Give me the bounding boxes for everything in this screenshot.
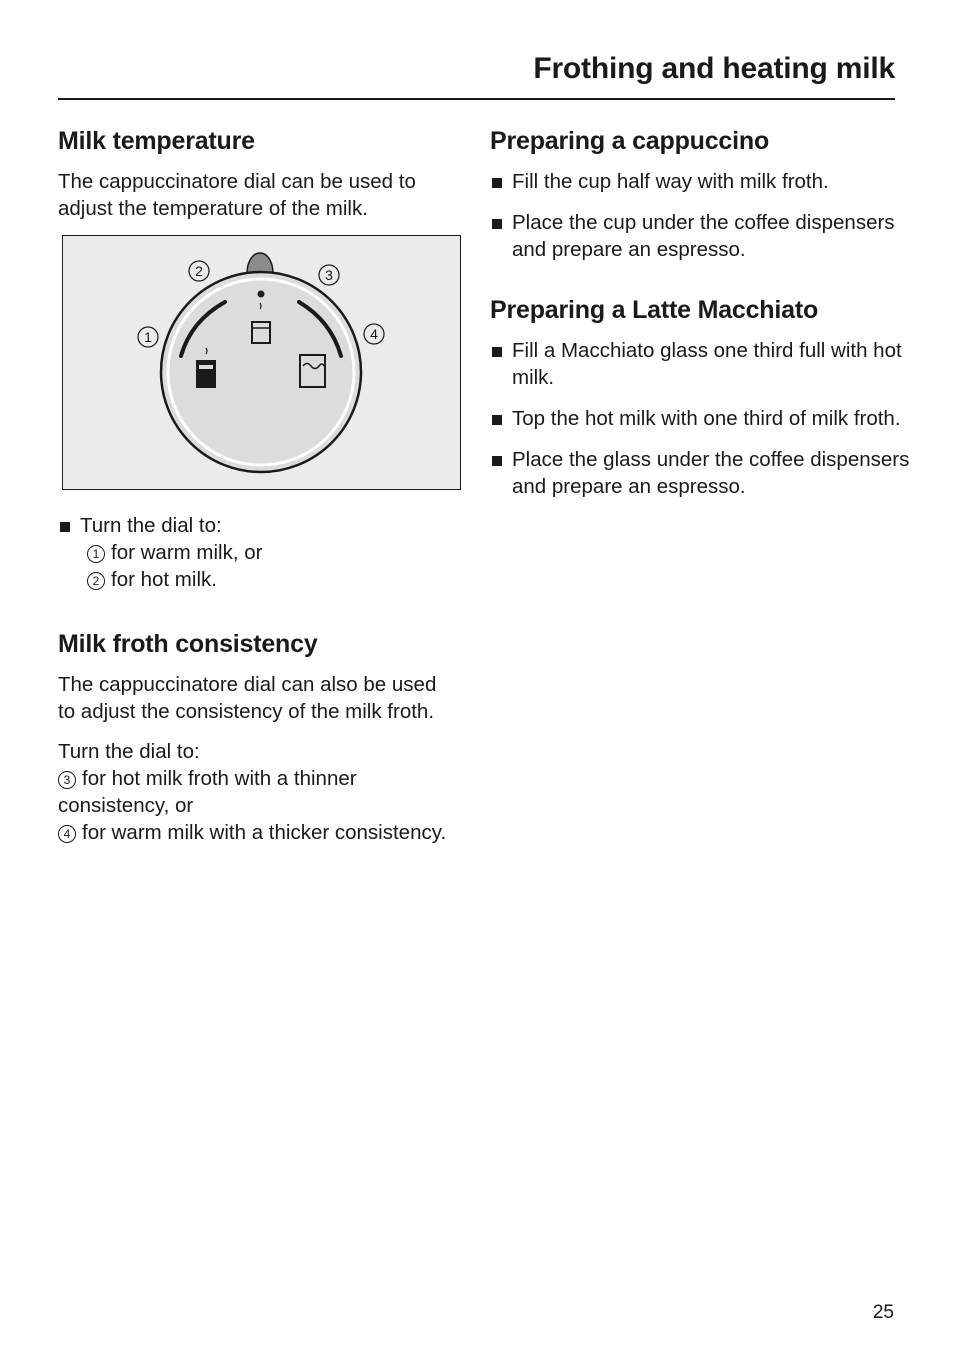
cappuccino-heading: Preparing a cappuccino [490,127,770,155]
bullet-lead: Turn the dial to: [80,514,222,537]
latte-step: Fill a Macchiato glass one third full with hot milk. [490,337,910,391]
option-warm-milk: 1 for warm milk, or [80,539,458,566]
latte-heading: Preparing a Latte Macchiato [490,296,819,324]
dial-illustration [63,236,460,489]
cappuccino-step: Place the cup under the coffee dispensers and prepare an espresso. [490,209,910,263]
cappuccino-section [490,124,910,263]
option-hot-milk: 2 for hot milk. [80,566,458,593]
bullet-square [492,415,502,425]
dial-outer-ring [161,272,361,472]
milk-temperature-intro: The cappuccinatore dial can be used to adjust the temperature of the milk. [58,170,416,220]
svg-text:3: 3 [325,267,333,283]
milk-froth-section [58,627,458,846]
cappuccino-step: Fill the cup half way with milk froth. [490,168,910,195]
bullet-square [492,219,502,229]
number-badge: 2 [87,572,105,590]
svg-text:4: 4 [370,326,378,342]
number-badge: 3 [58,771,76,789]
number-badge: 4 [58,825,76,843]
milk-temperature-section [58,124,458,593]
dial-label-4 [364,324,384,344]
dial-position-dot [258,291,265,298]
milk-froth-instructions [58,738,458,846]
latte-step: Top the hot milk with one third of milk froth. [490,405,910,432]
bullet-square [492,347,502,357]
milk-froth-heading: Milk froth consistency [58,630,318,658]
latte-section [490,293,910,500]
title-rule [58,98,895,100]
dial-label-1 [138,327,158,347]
milk-temperature-heading: Milk temperature [58,127,255,155]
bullet-square [60,522,70,532]
milk-froth-intro: The cappuccinatore dial can also be used to adjust the consistency of the milk froth. [58,673,437,723]
option-thick-froth: 4 for warm milk with a thicker consistency. [58,819,458,846]
option-thin-froth: 3 for hot milk froth with a thinner consistency, or [58,767,357,817]
left-column [58,124,458,859]
froth-lead: Turn the dial to: [58,740,200,763]
page-title: Frothing and heating milk [533,52,895,85]
bullet-square [492,178,502,188]
right-column [490,124,910,514]
dial-label-2 [189,261,209,281]
bullet-square [492,456,502,466]
svg-text:1: 1 [144,329,152,345]
number-badge: 1 [87,545,105,563]
page-number: 25 [872,1302,894,1323]
latte-step: Place the glass under the coffee dispensers and prepare an espresso. [490,446,910,500]
dial-label-3 [319,265,339,285]
dial-figure [62,235,461,490]
svg-text:2: 2 [195,263,203,279]
turn-dial-temperature-bullet [58,512,458,593]
